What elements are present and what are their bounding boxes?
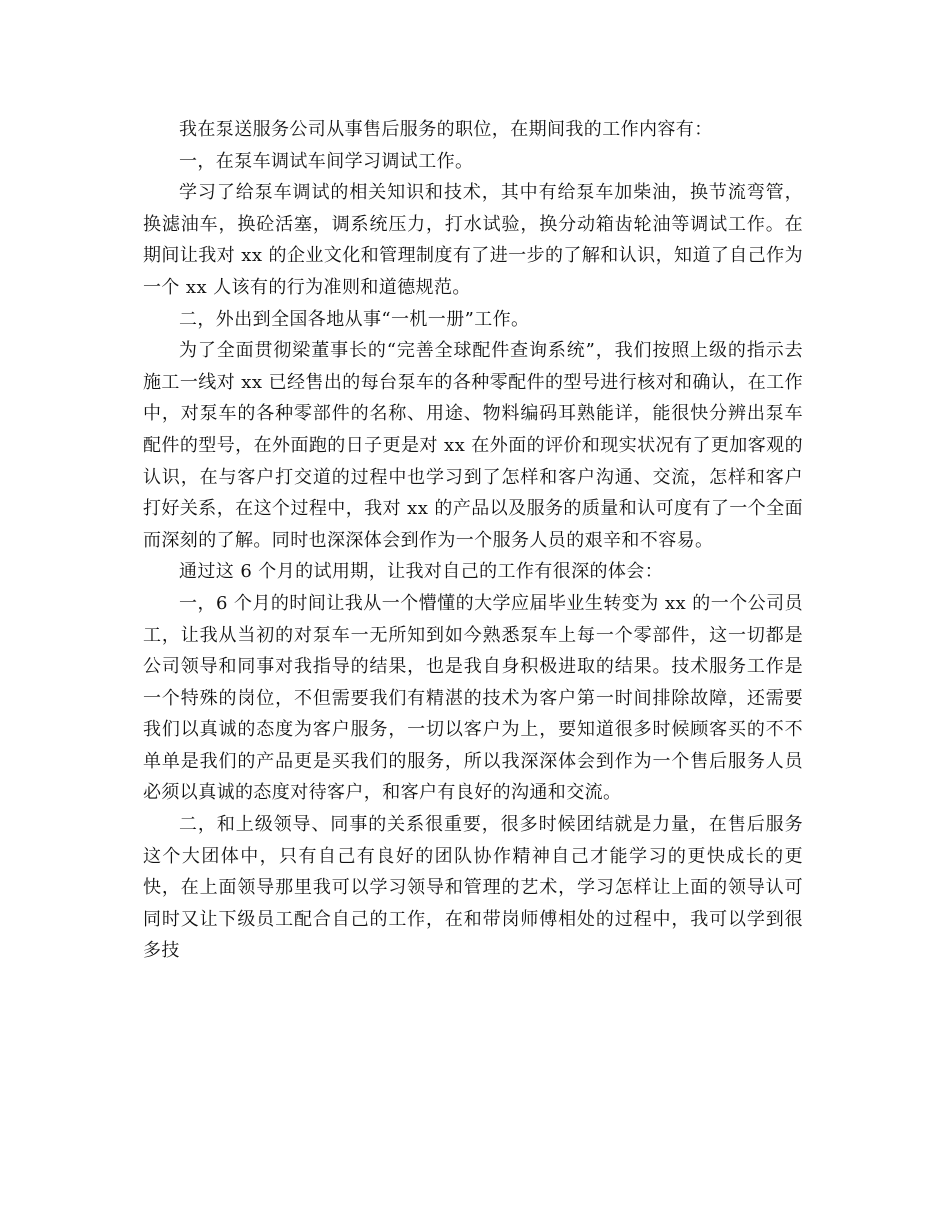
paragraph-intro: 我在泵送服务公司从事售后服务的职位，在期间我的工作内容有： — [179, 119, 713, 140]
paragraph-heading-1: 一，在泵车调试车间学习调试工作。 — [179, 150, 474, 172]
paragraph-body-1: 学习了给泵车调试的相关知识和技术，其中有给泵车加柴油，换节流弯管，换滤油车，换砼活塞，调系统压力，打水试验，换分动箱齿轮油等调试工作。在期间让我对 xx 的企业文化和管理制度有了进一步的了解和认识，知道了自己作为一个 xx 人该有的行为准则和道德规范。 — [143, 182, 803, 298]
paragraph-point-1: 一，6 个月的时间让我从一个懵懂的大学应届毕业生转变为 xx 的一个公司员工，让我从当初的对泵车一无所知到如今熟悉泵车上每一个零部件，这一切都是公司领导和同事对我指导的结果，也是我自身积极进取的结果。技术服务工作是一个特殊的岗位，不但需要我们有精湛的技术为客户第一时间排除故障，还需要我们以真诚的态度为客户服务，一切以客户为上，要知道很多时候顾客买的不不单单是我们的产品更是买我们的服务，所以我深深体会到作为一个售后服务人员必须以真诚的态度对待客户，和客户有良好的沟通和交流。 — [143, 592, 803, 804]
document-body — [143, 114, 803, 967]
paragraph-summary: 通过这 6 个月的试用期，让我对自己的工作有很深的体会： — [179, 561, 664, 583]
paragraph-body-2: 为了全面贯彻梁董事长的“完善全球配件查询系统”，我们按照上级的指示去施工一线对 xx 已经售出的每台泵车的各种零配件的型号进行核对和确认，在工作中，对泵车的各种零部件的名称、用途、物料编码耳熟能详，能很快分辨出泵车配件的型号，在外面跑的日子更是对 xx 在外面的评价和现实状况有了更加客观的认识，在与客户打交道的过程中也学习到了怎样和客户沟通、交流，怎样和客户打好关系，在这个过程中，我对 xx 的产品以及服务的质量和认可度有了一个全面而深刻的了解。同时也深深体会到作为一个服务人员的艰辛和不容易。 — [143, 340, 803, 551]
paragraph-heading-2: 二，外出到全国各地从事“一机一册”工作。 — [179, 308, 530, 330]
paragraph-point-2: 二，和上级领导、同事的关系很重要，很多时候团结就是力量，在售后服务这个大团体中，只有自己有良好的团队协作精神自己才能学习的更快成长的更快，在上面领导那里我可以学习领导和管理的艺术，学习怎样让上面的领导认可同时又让下级员工配合自己的工作，在和带岗师傅相处的过程中，我可以学到很多技 — [143, 814, 803, 962]
